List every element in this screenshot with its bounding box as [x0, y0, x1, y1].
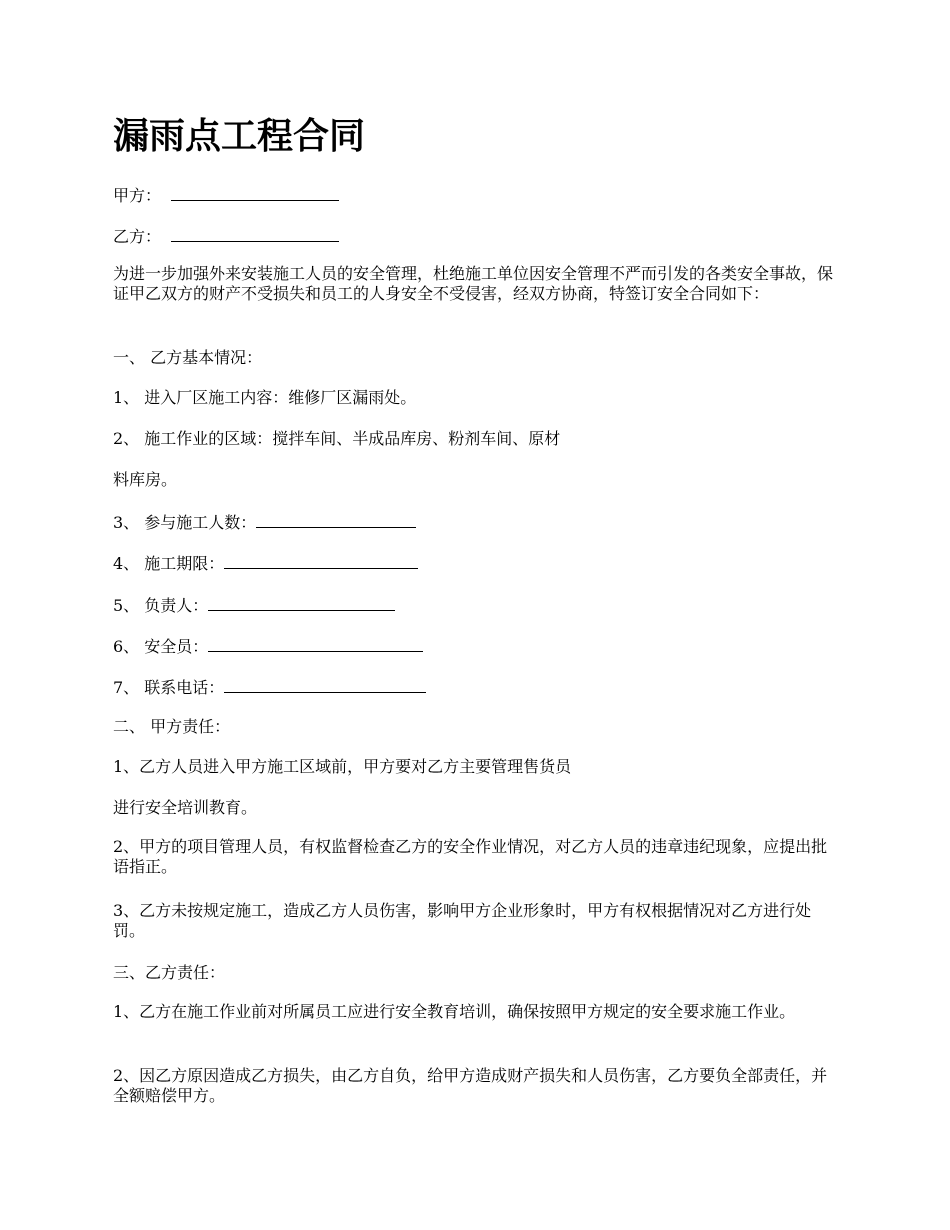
- section2-item2: 2、甲方的项目管理人员，有权监督检查乙方的安全作业情况，对乙方人员的违章违纪现象，应提出批语指正。: [113, 837, 828, 876]
- period-blank: [224, 552, 418, 569]
- intro-paragraph: 为进一步加强外来安装施工人员的安全管理，杜绝施工单位因安全管理不严而引发的各类安全事故，保证甲乙双方的财产不受损失和员工的人身安全不受侵害，经双方协商，特签订安全合同如下：: [113, 264, 834, 303]
- party-b-line: [113, 225, 339, 247]
- section1-item6-line: [113, 635, 423, 657]
- section1-heading: 一、 乙方基本情况：: [113, 348, 263, 367]
- section1-item5-line: [113, 594, 395, 616]
- party-a-label: 甲方：: [113, 186, 162, 205]
- manager-label: 5、 负责人：: [113, 596, 209, 615]
- section1-item1: 1、 进入厂区施工内容：维修厂区漏雨处。: [113, 388, 417, 407]
- participants-blank: [256, 511, 416, 528]
- section2-item1-line2: 进行安全培训教育。: [113, 798, 258, 817]
- section1-item7-line: [113, 676, 426, 698]
- period-label: 4、 施工期限：: [113, 554, 225, 573]
- section3-heading: 三、乙方责任：: [113, 963, 226, 982]
- section3-item1: 1、乙方在施工作业前对所属员工应进行安全教育培训，确保按照甲方规定的安全要求施工作业。: [113, 1002, 796, 1021]
- section1-item2-line1: 2、 施工作业的区域：搅拌车间、半成品库房、粉剂车间、原材: [113, 429, 561, 448]
- party-a-blank: [171, 184, 339, 201]
- safety-officer-blank: [208, 635, 423, 652]
- phone-blank: [224, 676, 426, 693]
- section1-item2-line2: 料库房。: [113, 470, 178, 489]
- safety-officer-label: 6、 安全员：: [113, 637, 209, 656]
- section2-heading: 二、 甲方责任：: [113, 717, 231, 736]
- manager-blank: [208, 594, 395, 611]
- section2-item1-line1: 1、乙方人员进入甲方施工区域前，甲方要对乙方主要管理售货员: [113, 757, 572, 776]
- party-a-line: [113, 184, 339, 206]
- party-b-label: 乙方：: [113, 227, 162, 246]
- section1-item3-line: [113, 511, 416, 533]
- phone-label: 7、 联系电话：: [113, 678, 225, 697]
- participants-label: 3、 参与施工人数：: [113, 513, 257, 532]
- section2-item3: 3、乙方未按规定施工，造成乙方人员伤害，影响甲方企业形象时，甲方有权根据情况对乙方进行处罚。: [113, 901, 812, 940]
- section3-item2: 2、因乙方原因造成乙方损失，由乙方自负，给甲方造成财产损失和人员伤害，乙方要负全部责任，并全额赔偿甲方。: [113, 1066, 828, 1105]
- document-title: 漏雨点工程合同: [113, 115, 366, 157]
- party-b-blank: [171, 225, 339, 242]
- section1-item4-line: [113, 552, 418, 574]
